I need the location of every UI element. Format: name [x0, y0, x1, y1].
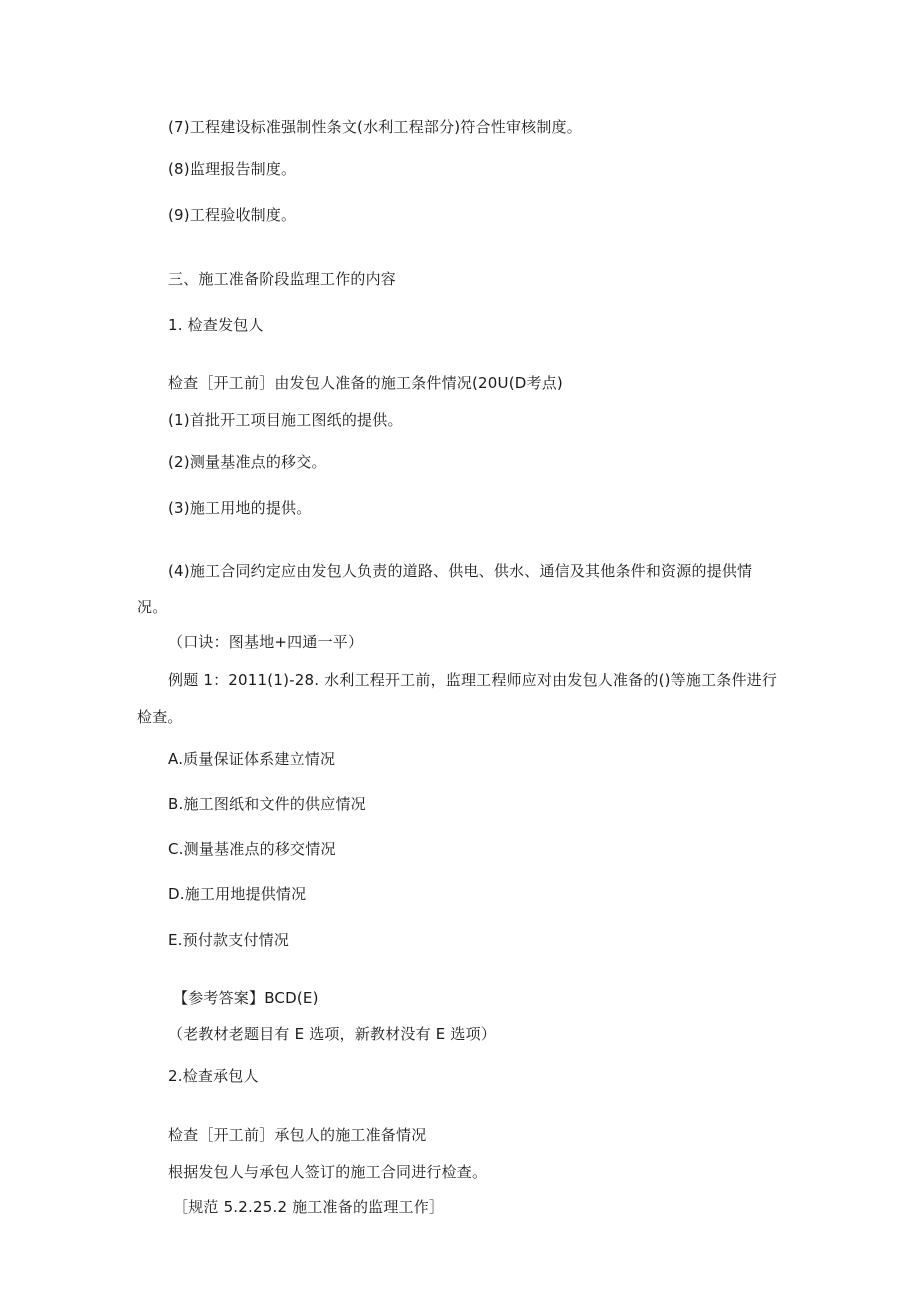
- answer-note: （老教材老题目有 E 选项，新教材没有 E 选项）: [168, 1025, 497, 1043]
- list-item-1: (1)首批开工项目施工图纸的提供。: [168, 411, 403, 429]
- paragraph-contractor: 检查［开工前］承包人的施工准备情况: [168, 1126, 427, 1144]
- example-question: 例题 1：2011(1)-28. 水利工程开工前，监理工程师应对由发包人准备的()等施工条件进行: [168, 671, 778, 689]
- option-b: B.施工图纸和文件的供应情况: [168, 795, 366, 813]
- clause-7: (7)工程建设标准强制性条文(水利工程部分)符合性审核制度。: [168, 118, 582, 136]
- subheading-check-employer: 1. 检查发包人: [168, 316, 264, 334]
- example-question-continued: 检查。: [137, 708, 183, 726]
- list-item-3: (3)施工用地的提供。: [168, 499, 312, 517]
- option-a: A.质量保证体系建立情况: [168, 750, 336, 768]
- option-d: D.施工用地提供情况: [168, 885, 307, 903]
- subheading-check-contractor: 2.检查承包人: [168, 1067, 259, 1085]
- reference-answer: 【参考答案】BCD(E): [173, 989, 319, 1007]
- section-heading: 三、施工准备阶段监理工作的内容: [168, 270, 397, 288]
- option-e: E.预付款支付情况: [168, 931, 290, 949]
- list-item-4-continued: 况。: [137, 598, 168, 616]
- list-item-2: (2)测量基准点的移交。: [168, 453, 327, 471]
- list-item-4: (4)施工合同约定应由发包人负责的道路、供电、供水、通信及其他条件和资源的提供情: [168, 562, 753, 580]
- paragraph-intro: 检查［开工前］由发包人准备的施工条件情况(20U(D考点): [168, 374, 563, 392]
- spec-reference: ［规范 5.2.25.2 施工准备的监理工作］: [173, 1198, 445, 1216]
- option-c: C.测量基准点的移交情况: [168, 840, 336, 858]
- paragraph-contract-basis: 根据发包人与承包人签订的施工合同进行检查。: [168, 1163, 488, 1181]
- clause-8: (8)监理报告制度。: [168, 160, 297, 178]
- mnemonic-note: （口诀：图基地+四通一平）: [168, 633, 364, 651]
- clause-9: (9)工程验收制度。: [168, 206, 297, 224]
